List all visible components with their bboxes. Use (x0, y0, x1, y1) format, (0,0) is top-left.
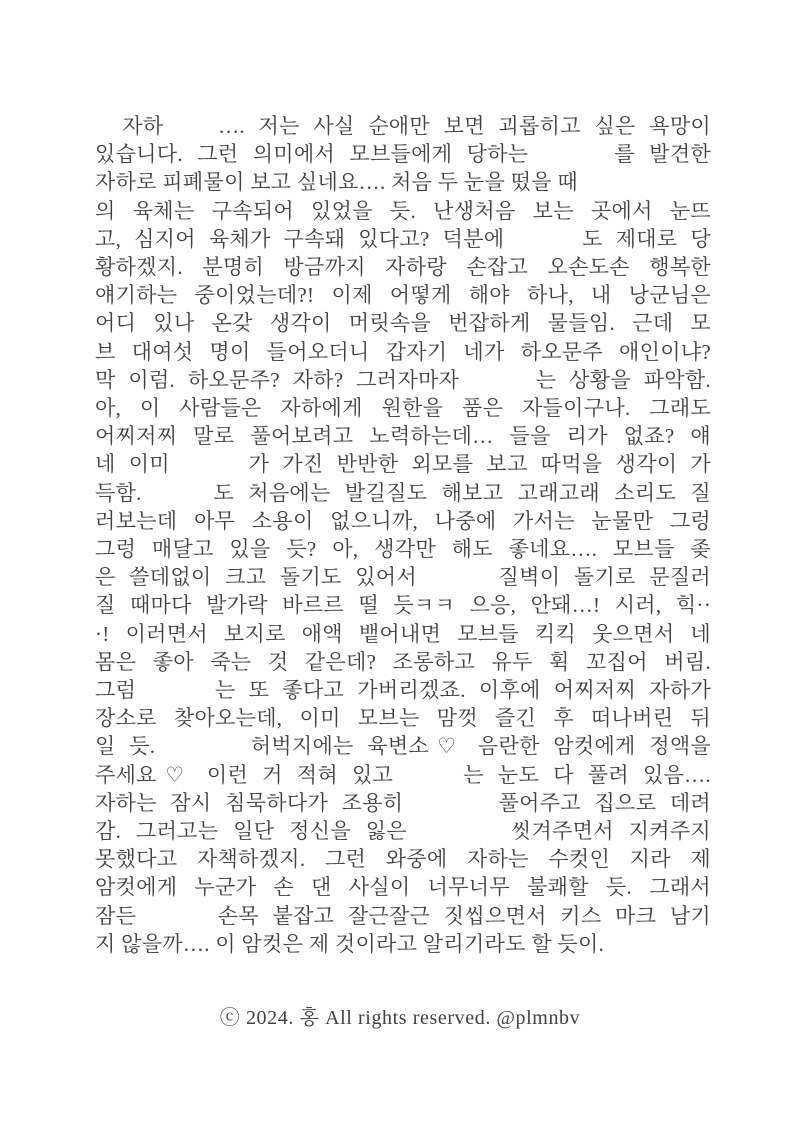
text-line: 아, 이 사람들은 자하에게 원한을 품은 자들이구나. 그래도 (95, 396, 711, 421)
text-line: 일 듯. 허벅지에는 육변소♡ 음란한 암컷에게 정액을 (95, 734, 711, 759)
text-line: 그렁 매달고 있을 듯? 아, 생각만 해도 좋네요…. 모브들 좆 (95, 537, 711, 562)
text-line: 자하 …. 저는 사실 순애만 보면 괴롭히고 싶은 욕망이 (95, 114, 711, 138)
text-line: 어디 있나 온갖 생각이 머릿속을 번잡하게 물들임. 근데 모 (95, 311, 711, 336)
text-line: 자하는 잠시 침묵하다가 조용히 풀어주고 집으로 데려 (95, 790, 711, 815)
text-line: 암컷에게 누군가 손 댄 사실이 너무너무 불쾌할 듯. 그래서 (95, 875, 711, 900)
text-line: 막 이럼. 하오문주? 자하? 그러자마자 는 상황을 파악함. (95, 367, 711, 392)
text-line: 지 않을까…. 이 암컷은 제 것이라고 알리기라도 할 듯이. (95, 931, 605, 956)
text-line: 자하로 피폐물이 보고 싶네요…. 처음 두 눈을 떴을 때 (95, 170, 578, 195)
text-line: 잠든 손목 붙잡고 잘근잘근 짓씹으면서 키스 마크 남기 (95, 903, 711, 928)
text-line: 러보는데 아무 소용이 없으니까, 나중에 가서는 눈물만 그렁 (95, 508, 711, 533)
copyright-line: ⓒ 2024. 홍 All rights reserved. @plmnbv (219, 1007, 581, 1029)
text-line: 의 육체는 구속되어 있었을 듯. 난생처음 보는 곳에서 눈뜨 (95, 198, 711, 223)
text-line: 얘기하는 중이었는데?! 이제 어떻게 해야 하나, 내 낭군님은 (95, 283, 711, 308)
text-line: 감. 그러고는 일단 정신을 잃은 씻겨주면서 지켜주지 (95, 819, 711, 844)
text-line: 있습니다. 그런 의미에서 모브들에게 당하는 를 발견한 (95, 142, 711, 167)
text-line: 주세요♡ 이런 거 적혀 있고 는 눈도 다 풀려 있음…. (95, 762, 711, 787)
text-line: 득함. 도 처음에는 발길질도 해보고 고래고래 소리도 질 (95, 480, 711, 505)
text-line: 그럼 는 또 좋다고 가버리겠죠. 이후에 어찌저찌 자하가 (95, 678, 711, 703)
text-line: 브 대여섯 명이 들어오더니 갑자기 네가 하오문주 애인이냐? (95, 339, 711, 364)
text-line: ·! 이러면서 보지로 애액 뱉어내면 모브들 킥킥 웃으면서 네 (95, 621, 711, 646)
text-line: 장소로 찾아오는데, 이미 모브는 맘껏 즐긴 후 떠나버린 뒤 (95, 706, 711, 731)
text-line: 어찌저찌 말로 풀어보려고 노력하는데… 들을 리가 없죠? 얘 (95, 424, 711, 449)
document-body (95, 112, 711, 958)
text-line: 질 때마다 발가락 바르르 떨 듯ㅋㅋ 으응, 안돼…! 시러, 힉·· (95, 593, 711, 618)
text-line: 몸은 좋아 죽는 것 같은데? 조롱하고 유두 휙 꼬집어 버림. (95, 649, 711, 674)
text-line: 은 쓸데없이 크고 돌기도 있어서 질벽이 돌기로 문질러 (95, 565, 711, 590)
text-line: 못했다고 자책하겠지. 그런 와중에 자하는 수컷인 지라 제 (95, 847, 711, 872)
text-line: 고, 심지어 육체가 구속돼 있다고? 덕분에 도 제대로 당 (95, 226, 711, 251)
text-line: 네 이미 가 가진 반반한 외모를 보고 따먹을 생각이 가 (95, 452, 711, 477)
text-line: 황하겠지. 분명히 방금까지 자하랑 손잡고 오손도손 행복한 (95, 255, 711, 280)
